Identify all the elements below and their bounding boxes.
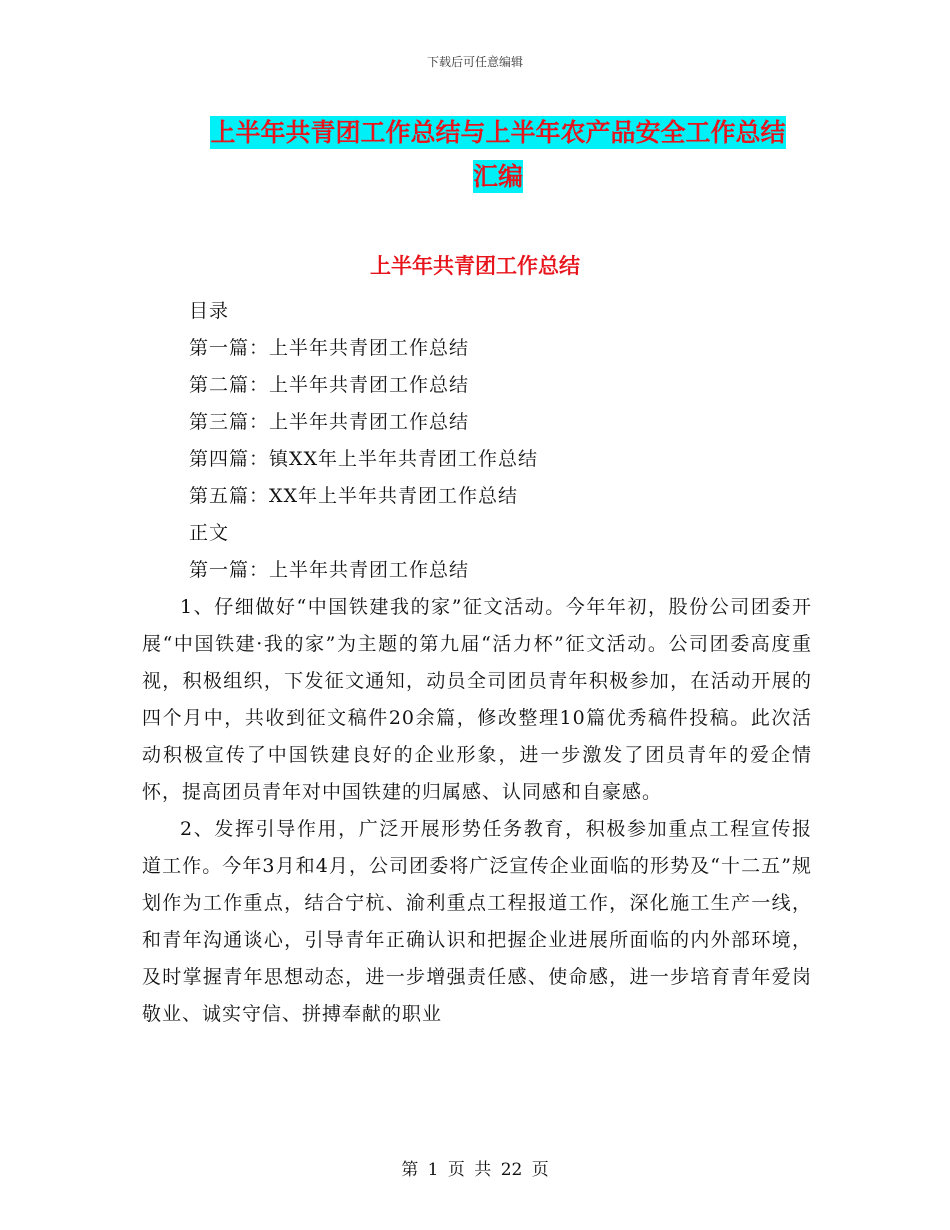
title-highlight-2: 汇编: [472, 162, 523, 191]
toc-item: 第一篇：上半年共青团工作总结: [189, 337, 470, 359]
toc-item: 第二篇：上半年共青团工作总结: [189, 374, 470, 396]
paragraph-2: 2、发挥引导作用，广泛开展形势任务教育，积极参加重点工程宣传报道工作。今年3月和4月，公司团委将广泛宣传企业面临的形势及“十二五”规划作为工作重点，结合宁杭、渝利重点工程报道工作，深化施工生产一线，和青年沟通谈心，引导青年正确认识和把握企业进展所面临的内外部环境，及时掌握青年思想动态，进一步增强责任感、使命感，进一步培育青年爱岗敬业、诚实守信、拼搏奉献的职业: [142, 818, 812, 1025]
paragraph-1: 1、仔细做好“中国铁建我的家”征文活动。今年年初，股份公司团委开展“中国铁建·我的家”为主题的第九届“活力杯”征文活动。公司团委高度重视，积极组织，下发征文通知，动员全司团员青年积极参加，在活动开展的四个月中，共收到征文稿件20余篇，修改整理10篇优秀稿件投稿。此次活动积极宣传了中国铁建良好的企业形象，进一步激发了团员青年的爱企情怀，提高团员青年对中国铁建的归属感、认同感和自豪感。: [142, 596, 812, 803]
section-title: 上半年共青团工作总结: [370, 254, 580, 278]
document-body: [142, 293, 812, 1033]
body-label: 正文: [189, 522, 230, 544]
chapter-title: 第一篇：上半年共青团工作总结: [189, 559, 470, 581]
page-footer: 第 1 页 共 22 页: [401, 1160, 549, 1180]
toc-item: 第五篇：XX年上半年共青团工作总结: [189, 485, 519, 507]
title-highlight-1: 上半年共青团工作总结与上半年农产品安全工作总结: [210, 118, 786, 147]
toc-label: 目录: [189, 300, 230, 322]
document-title-line-2: [190, 157, 806, 193]
toc-item: 第三篇：上半年共青团工作总结: [189, 411, 470, 433]
document-title-line-1: [190, 113, 806, 149]
toc-item: 第四篇：镇XX年上半年共青团工作总结: [189, 448, 539, 470]
header-note: 下载后可任意编辑: [426, 55, 523, 69]
